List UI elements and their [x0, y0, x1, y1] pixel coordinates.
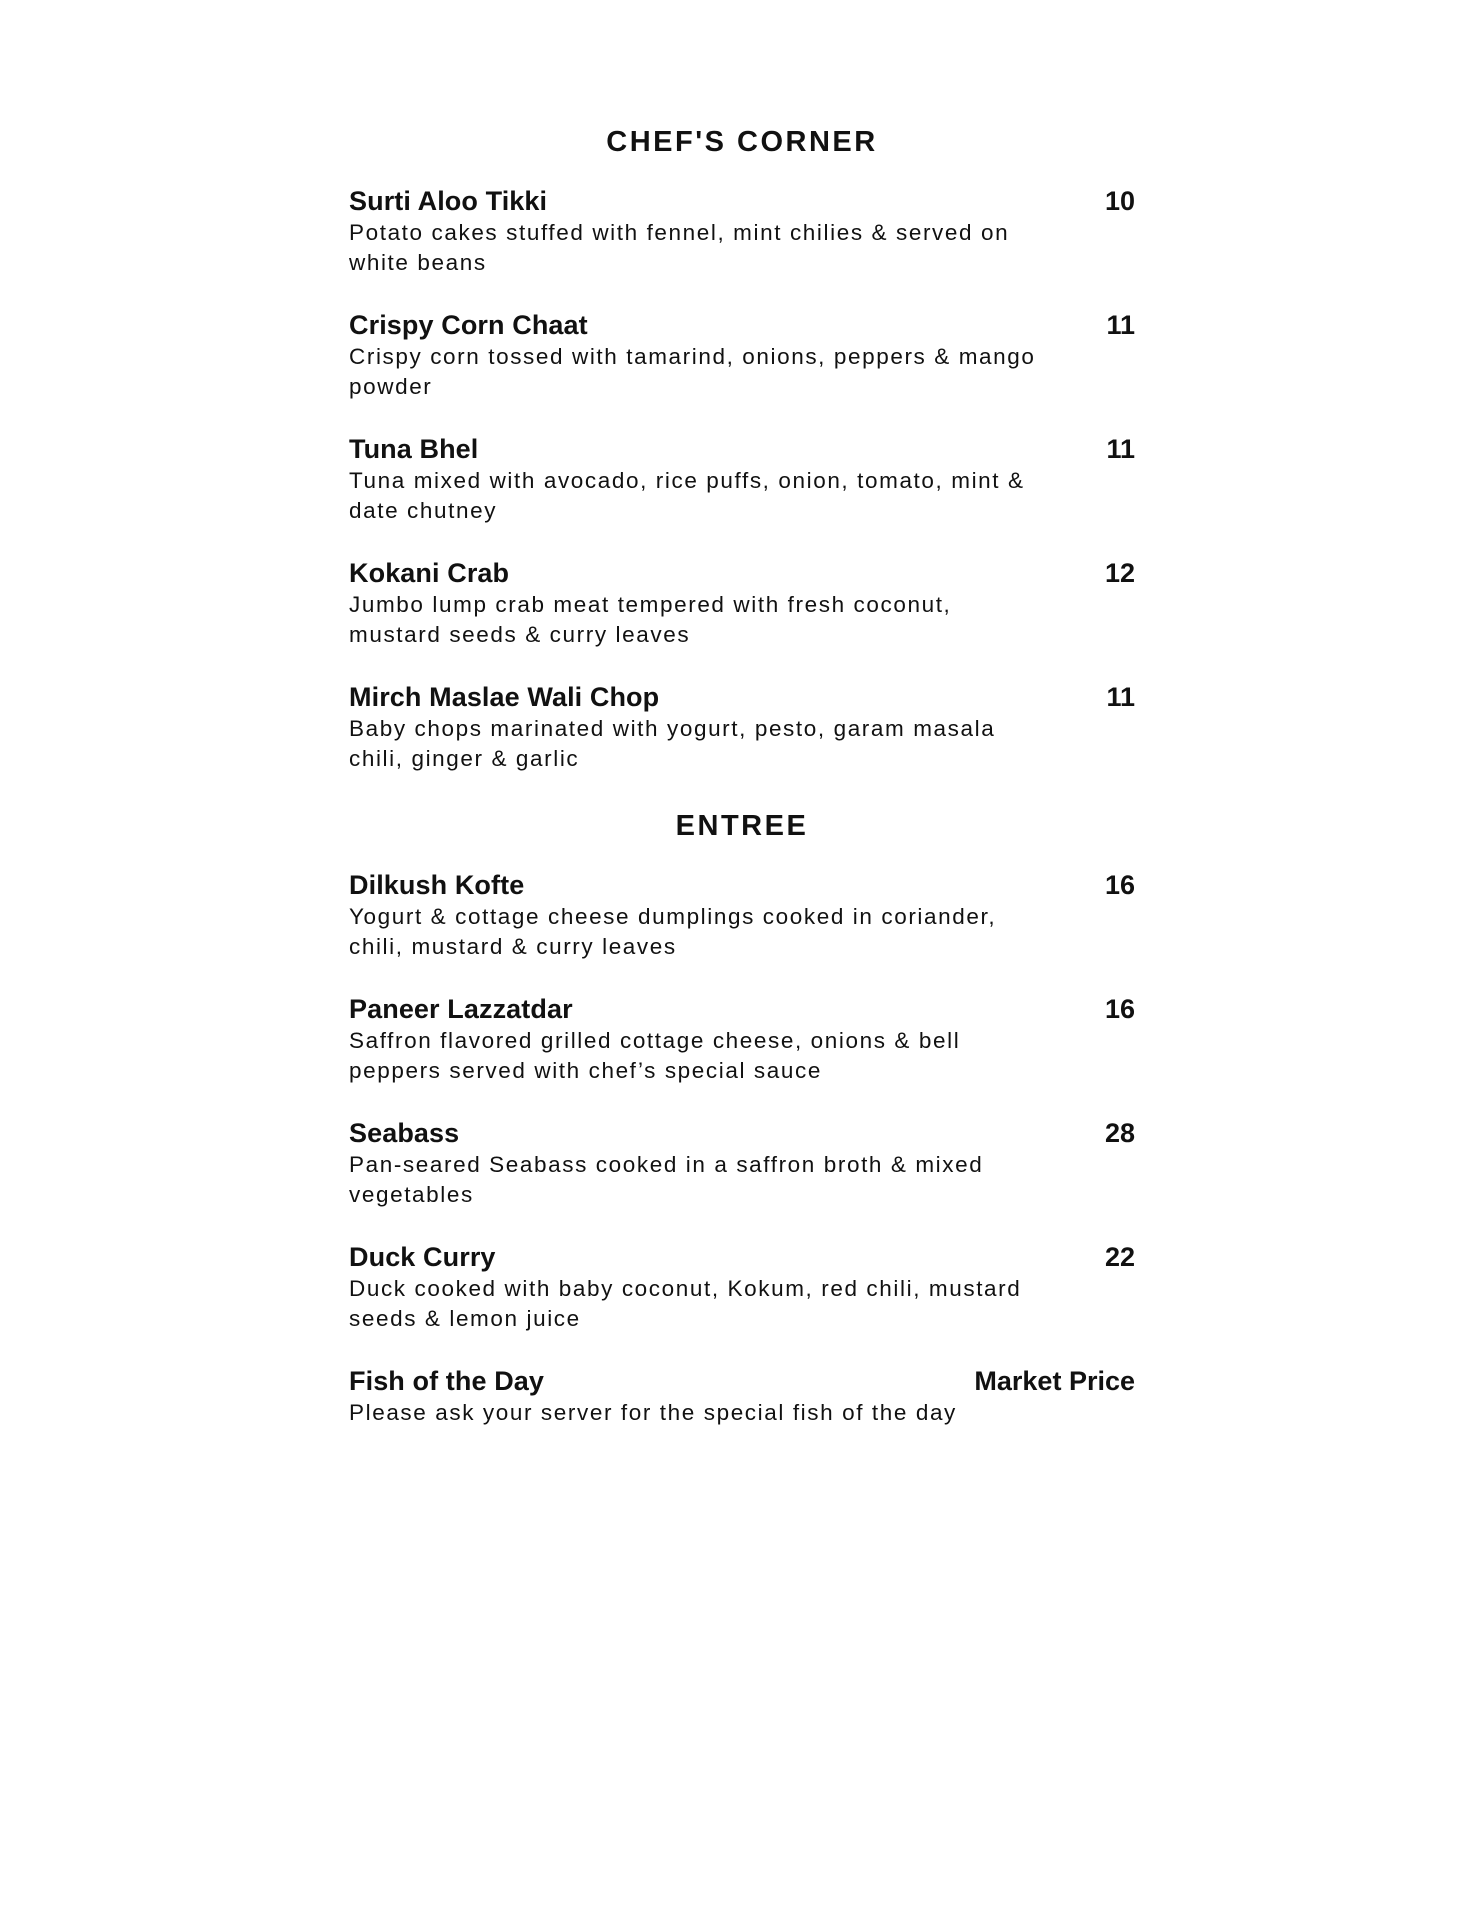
- chefs-corner-list: [349, 184, 1135, 774]
- menu-item-name: Duck Curry: [349, 1242, 496, 1272]
- menu-item-header: [349, 1116, 1135, 1150]
- menu-page: [349, 124, 1135, 1458]
- menu-item-price: 22: [1104, 1242, 1135, 1272]
- menu-item-description: Baby chops marinated with yogurt, pesto, garam masala chili, ginger & garlic: [349, 716, 996, 771]
- menu-item-name: Dilkush Kofte: [349, 870, 525, 900]
- menu-item: [349, 992, 1135, 1086]
- section-title-entree: ENTREE: [675, 810, 809, 842]
- menu-item-price: 11: [1106, 434, 1135, 464]
- menu-item-header: [349, 1240, 1135, 1274]
- entree-list: [349, 868, 1135, 1428]
- menu-item-description: Tuna mixed with avocado, rice puffs, onion, tomato, mint & date chutney: [349, 468, 1025, 523]
- menu-item-header: [349, 556, 1135, 590]
- menu-item-name: Tuna Bhel: [349, 434, 479, 464]
- menu-item-name: Surti Aloo Tikki: [349, 186, 548, 216]
- menu-item: [349, 556, 1135, 650]
- menu-item: [349, 432, 1135, 526]
- menu-item: [349, 868, 1135, 962]
- menu-item: [349, 680, 1135, 774]
- menu-item: [349, 308, 1135, 402]
- menu-item-price: 28: [1104, 1118, 1135, 1148]
- menu-item-name: Mirch Maslae Wali Chop: [349, 682, 660, 712]
- menu-item-name: Paneer Lazzatdar: [349, 994, 573, 1024]
- menu-item-header: [349, 1364, 1135, 1398]
- menu-item-price: 10: [1104, 186, 1135, 216]
- menu-item-name: Kokani Crab: [349, 558, 510, 588]
- menu-item-description: Yogurt & cottage cheese dumplings cooked in coriander, chili, mustard & curry leaves: [349, 904, 997, 959]
- menu-item-name: Seabass: [349, 1118, 460, 1148]
- menu-item-description: Saffron flavored grilled cottage cheese, onions & bell peppers served with chef’s special sauce: [349, 1028, 961, 1083]
- menu-item: [349, 1364, 1135, 1428]
- section-title-chefs-corner: CHEF'S CORNER: [606, 126, 878, 158]
- menu-item: [349, 1116, 1135, 1210]
- menu-item-description: Crispy corn tossed with tamarind, onions, peppers & mango powder: [349, 344, 1036, 399]
- menu-item-header: [349, 308, 1135, 342]
- menu-item-price: Market Price: [974, 1366, 1135, 1396]
- menu-item-description: Jumbo lump crab meat tempered with fresh coconut, mustard seeds & curry leaves: [349, 592, 952, 647]
- menu-item-description: Potato cakes stuffed with fennel, mint chilies & served on white beans: [349, 220, 1010, 275]
- menu-item: [349, 184, 1135, 278]
- menu-item-header: [349, 184, 1135, 218]
- menu-item-name: Crispy Corn Chaat: [349, 310, 588, 340]
- menu-item-price: 16: [1104, 994, 1135, 1024]
- menu-item-name: Fish of the Day: [349, 1366, 545, 1396]
- menu-item-description: Duck cooked with baby coconut, Kokum, red chili, mustard seeds & lemon juice: [349, 1276, 1022, 1331]
- menu-item-price: 12: [1104, 558, 1135, 588]
- menu-item-header: [349, 868, 1135, 902]
- menu-item: [349, 1240, 1135, 1334]
- menu-item-price: 16: [1104, 870, 1135, 900]
- menu-item-description: Please ask your server for the special fish of the day: [349, 1400, 957, 1425]
- menu-item-header: [349, 680, 1135, 714]
- menu-item-header: [349, 432, 1135, 466]
- menu-item-header: [349, 992, 1135, 1026]
- menu-item-price: 11: [1106, 682, 1135, 712]
- menu-item-description: Pan-seared Seabass cooked in a saffron broth & mixed vegetables: [349, 1152, 984, 1207]
- menu-item-price: 11: [1106, 310, 1135, 340]
